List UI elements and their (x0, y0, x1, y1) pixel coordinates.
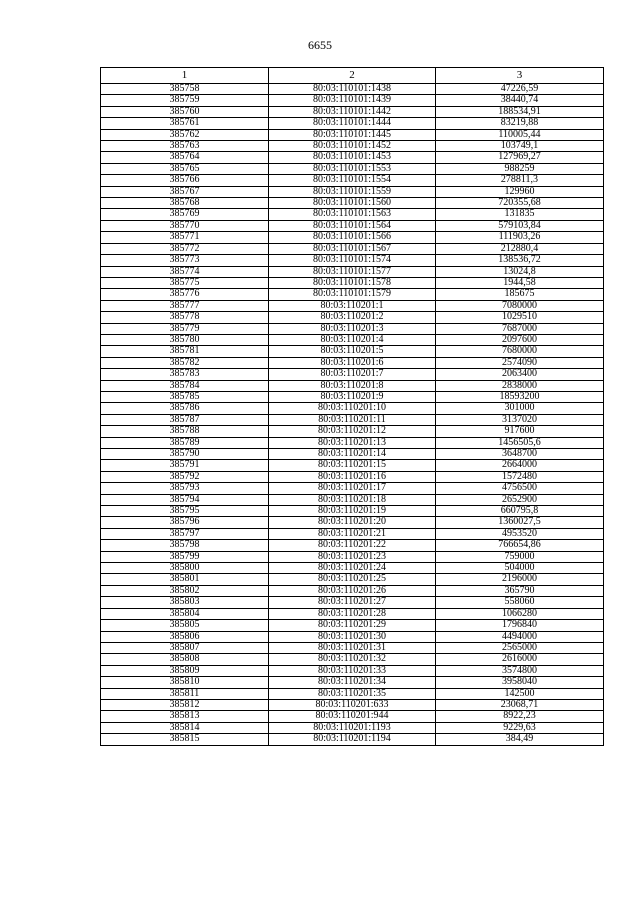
cadastral-number-cell: 80:03:110201:29 (269, 620, 436, 631)
cadastral-number-cell: 80:03:110201:13 (269, 437, 436, 448)
table-row (101, 449, 604, 460)
value-cell: 720355,68 (436, 198, 604, 209)
value-cell: 1456505,6 (436, 437, 604, 448)
table-row (101, 631, 604, 642)
data-table (100, 67, 604, 746)
row-number-cell: 385814 (101, 722, 269, 733)
value-cell: 13024,8 (436, 266, 604, 277)
cadastral-number-cell: 80:03:110201:26 (269, 585, 436, 596)
row-number-cell: 385781 (101, 346, 269, 357)
value-cell: 1572480 (436, 471, 604, 482)
value-cell: 365790 (436, 585, 604, 596)
table-header-row (101, 68, 604, 84)
value-cell: 129960 (436, 186, 604, 197)
table-row (101, 209, 604, 220)
table-row (101, 300, 604, 311)
value-cell: 38440,74 (436, 95, 604, 106)
cadastral-number-cell: 80:03:110201:31 (269, 642, 436, 653)
value-cell: 2838000 (436, 380, 604, 391)
row-number-cell: 385775 (101, 277, 269, 288)
table-row (101, 506, 604, 517)
value-cell: 759000 (436, 551, 604, 562)
table-row (101, 198, 604, 209)
table-row (101, 608, 604, 619)
value-cell: 127969,27 (436, 152, 604, 163)
value-cell: 2616000 (436, 654, 604, 665)
cadastral-number-cell: 80:03:110201:1 (269, 300, 436, 311)
row-number-cell: 385782 (101, 357, 269, 368)
column-header-2: 2 (269, 68, 436, 84)
row-number-cell: 385808 (101, 654, 269, 665)
cadastral-number-cell: 80:03:110101:1559 (269, 186, 436, 197)
row-number-cell: 385770 (101, 220, 269, 231)
table-row (101, 460, 604, 471)
cadastral-number-cell: 80:03:110101:1554 (269, 175, 436, 186)
cadastral-number-cell: 80:03:110201:21 (269, 528, 436, 539)
cadastral-number-cell: 80:03:110101:1553 (269, 163, 436, 174)
row-number-cell: 385764 (101, 152, 269, 163)
row-number-cell: 385790 (101, 449, 269, 460)
table-row (101, 585, 604, 596)
value-cell: 7687000 (436, 323, 604, 334)
cadastral-number-cell: 80:03:110201:1193 (269, 722, 436, 733)
table-row (101, 334, 604, 345)
cadastral-number-cell: 80:03:110101:1579 (269, 289, 436, 300)
page-number: 6655 (308, 38, 332, 52)
table-row (101, 483, 604, 494)
table-row (101, 677, 604, 688)
row-number-cell: 385800 (101, 563, 269, 574)
value-cell: 103749,1 (436, 141, 604, 152)
value-cell: 8922,23 (436, 711, 604, 722)
cadastral-number-cell: 80:03:110201:22 (269, 540, 436, 551)
value-cell: 558060 (436, 597, 604, 608)
table-row (101, 563, 604, 574)
cadastral-number-cell: 80:03:110201:32 (269, 654, 436, 665)
row-number-cell: 385777 (101, 300, 269, 311)
table-row (101, 118, 604, 129)
cadastral-number-cell: 80:03:110201:944 (269, 711, 436, 722)
table-row (101, 665, 604, 676)
table-row (101, 243, 604, 254)
cadastral-number-cell: 80:03:110201:3 (269, 323, 436, 334)
table-row (101, 129, 604, 140)
value-cell: 23068,71 (436, 699, 604, 710)
table-row (101, 654, 604, 665)
value-cell: 4756500 (436, 483, 604, 494)
value-cell: 766654,86 (436, 540, 604, 551)
cadastral-number-cell: 80:03:110201:30 (269, 631, 436, 642)
cadastral-number-cell: 80:03:110101:1577 (269, 266, 436, 277)
table-row (101, 597, 604, 608)
value-cell: 4494000 (436, 631, 604, 642)
cadastral-number-cell: 80:03:110101:1439 (269, 95, 436, 106)
cadastral-number-cell: 80:03:110201:9 (269, 391, 436, 402)
table-row (101, 551, 604, 562)
table-row (101, 95, 604, 106)
cadastral-number-cell: 80:03:110201:4 (269, 334, 436, 345)
row-number-cell: 385776 (101, 289, 269, 300)
value-cell: 3648700 (436, 449, 604, 460)
row-number-cell: 385780 (101, 334, 269, 345)
cadastral-number-cell: 80:03:110101:1563 (269, 209, 436, 220)
table-row (101, 186, 604, 197)
row-number-cell: 385761 (101, 118, 269, 129)
row-number-cell: 385815 (101, 734, 269, 745)
table-row (101, 232, 604, 243)
row-number-cell: 385807 (101, 642, 269, 653)
cadastral-number-cell: 80:03:110201:7 (269, 369, 436, 380)
row-number-cell: 385760 (101, 106, 269, 117)
value-cell: 3137020 (436, 414, 604, 425)
table-row (101, 255, 604, 266)
cadastral-number-cell: 80:03:110201:5 (269, 346, 436, 357)
value-cell: 1029510 (436, 312, 604, 323)
table-row (101, 175, 604, 186)
value-cell: 3958040 (436, 677, 604, 688)
cadastral-number-cell: 80:03:110201:25 (269, 574, 436, 585)
row-number-cell: 385762 (101, 129, 269, 140)
value-cell: 384,49 (436, 734, 604, 745)
row-number-cell: 385786 (101, 403, 269, 414)
row-number-cell: 385804 (101, 608, 269, 619)
value-cell: 2063400 (436, 369, 604, 380)
column-header-1: 1 (101, 68, 269, 84)
table-row (101, 369, 604, 380)
row-number-cell: 385810 (101, 677, 269, 688)
cadastral-number-cell: 80:03:110101:1574 (269, 255, 436, 266)
row-number-cell: 385792 (101, 471, 269, 482)
cadastral-number-cell: 80:03:110201:24 (269, 563, 436, 574)
row-number-cell: 385798 (101, 540, 269, 551)
value-cell: 2565000 (436, 642, 604, 653)
row-number-cell: 385766 (101, 175, 269, 186)
row-number-cell: 385805 (101, 620, 269, 631)
table-row (101, 517, 604, 528)
value-cell: 188534,91 (436, 106, 604, 117)
value-cell: 212880,4 (436, 243, 604, 254)
cadastral-number-cell: 80:03:110101:1567 (269, 243, 436, 254)
row-number-cell: 385785 (101, 391, 269, 402)
row-number-cell: 385768 (101, 198, 269, 209)
table-row (101, 734, 604, 745)
cadastral-number-cell: 80:03:110201:12 (269, 426, 436, 437)
table-row (101, 266, 604, 277)
cadastral-number-cell: 80:03:110101:1452 (269, 141, 436, 152)
value-cell: 278811,3 (436, 175, 604, 186)
cadastral-number-cell: 80:03:110201:23 (269, 551, 436, 562)
table-row (101, 494, 604, 505)
cadastral-number-cell: 80:03:110101:1560 (269, 198, 436, 209)
row-number-cell: 385789 (101, 437, 269, 448)
row-number-cell: 385812 (101, 699, 269, 710)
table-row (101, 711, 604, 722)
table-row (101, 323, 604, 334)
row-number-cell: 385784 (101, 380, 269, 391)
row-number-cell: 385778 (101, 312, 269, 323)
row-number-cell: 385788 (101, 426, 269, 437)
cadastral-number-cell: 80:03:110201:14 (269, 449, 436, 460)
table-row (101, 312, 604, 323)
cadastral-number-cell: 80:03:110201:27 (269, 597, 436, 608)
cadastral-number-cell: 80:03:110201:2 (269, 312, 436, 323)
cadastral-number-cell: 80:03:110201:15 (269, 460, 436, 471)
table-row (101, 357, 604, 368)
value-cell: 83219,88 (436, 118, 604, 129)
row-number-cell: 385803 (101, 597, 269, 608)
table-row (101, 528, 604, 539)
row-number-cell: 385799 (101, 551, 269, 562)
table-row (101, 722, 604, 733)
table-row (101, 84, 604, 95)
table-row (101, 414, 604, 425)
value-cell: 301000 (436, 403, 604, 414)
cadastral-number-cell: 80:03:110201:16 (269, 471, 436, 482)
value-cell: 110005,44 (436, 129, 604, 140)
row-number-cell: 385806 (101, 631, 269, 642)
value-cell: 579103,84 (436, 220, 604, 231)
value-cell: 1944,58 (436, 277, 604, 288)
value-cell: 4953520 (436, 528, 604, 539)
row-number-cell: 385779 (101, 323, 269, 334)
cadastral-number-cell: 80:03:110201:17 (269, 483, 436, 494)
row-number-cell: 385763 (101, 141, 269, 152)
cadastral-number-cell: 80:03:110201:20 (269, 517, 436, 528)
row-number-cell: 385772 (101, 243, 269, 254)
cadastral-number-cell: 80:03:110201:19 (269, 506, 436, 517)
value-cell: 2574090 (436, 357, 604, 368)
value-cell: 660795,8 (436, 506, 604, 517)
cadastral-number-cell: 80:03:110201:18 (269, 494, 436, 505)
value-cell: 18593200 (436, 391, 604, 402)
table-row (101, 699, 604, 710)
row-number-cell: 385769 (101, 209, 269, 220)
table-row (101, 471, 604, 482)
row-number-cell: 385771 (101, 232, 269, 243)
table-row (101, 642, 604, 653)
value-cell: 9229,63 (436, 722, 604, 733)
row-number-cell: 385809 (101, 665, 269, 676)
row-number-cell: 385801 (101, 574, 269, 585)
cadastral-number-cell: 80:03:110201:10 (269, 403, 436, 414)
table-row (101, 106, 604, 117)
value-cell: 988259 (436, 163, 604, 174)
value-cell: 7680000 (436, 346, 604, 357)
row-number-cell: 385796 (101, 517, 269, 528)
row-number-cell: 385813 (101, 711, 269, 722)
value-cell: 1360027,5 (436, 517, 604, 528)
cadastral-number-cell: 80:03:110201:28 (269, 608, 436, 619)
cadastral-number-cell: 80:03:110201:8 (269, 380, 436, 391)
value-cell: 2652900 (436, 494, 604, 505)
table-row (101, 380, 604, 391)
cadastral-number-cell: 80:03:110101:1566 (269, 232, 436, 243)
row-number-cell: 385793 (101, 483, 269, 494)
table-body (101, 84, 604, 746)
row-number-cell: 385787 (101, 414, 269, 425)
table-row (101, 163, 604, 174)
cadastral-number-cell: 80:03:110101:1578 (269, 277, 436, 288)
table-row (101, 289, 604, 300)
cadastral-number-cell: 80:03:110201:6 (269, 357, 436, 368)
table-row (101, 403, 604, 414)
cadastral-number-cell: 80:03:110201:34 (269, 677, 436, 688)
table-row (101, 540, 604, 551)
row-number-cell: 385802 (101, 585, 269, 596)
cadastral-number-cell: 80:03:110201:1194 (269, 734, 436, 745)
value-cell: 1066280 (436, 608, 604, 619)
row-number-cell: 385811 (101, 688, 269, 699)
table-row (101, 574, 604, 585)
row-number-cell: 385795 (101, 506, 269, 517)
cadastral-number-cell: 80:03:110201:633 (269, 699, 436, 710)
cadastral-number-cell: 80:03:110101:1442 (269, 106, 436, 117)
table-row (101, 152, 604, 163)
column-header-3: 3 (436, 68, 604, 84)
row-number-cell: 385783 (101, 369, 269, 380)
value-cell: 1796840 (436, 620, 604, 631)
cadastral-number-cell: 80:03:110201:11 (269, 414, 436, 425)
value-cell: 131835 (436, 209, 604, 220)
value-cell: 111903,26 (436, 232, 604, 243)
table-row (101, 426, 604, 437)
cadastral-number-cell: 80:03:110101:1453 (269, 152, 436, 163)
cadastral-number-cell: 80:03:110201:35 (269, 688, 436, 699)
table-row (101, 141, 604, 152)
value-cell: 47226,59 (436, 84, 604, 95)
row-number-cell: 385791 (101, 460, 269, 471)
row-number-cell: 385767 (101, 186, 269, 197)
cadastral-number-cell: 80:03:110201:33 (269, 665, 436, 676)
value-cell: 2664000 (436, 460, 604, 471)
row-number-cell: 385794 (101, 494, 269, 505)
value-cell: 138536,72 (436, 255, 604, 266)
table-row (101, 391, 604, 402)
value-cell: 142500 (436, 688, 604, 699)
table-row (101, 346, 604, 357)
value-cell: 917600 (436, 426, 604, 437)
table-row (101, 688, 604, 699)
row-number-cell: 385758 (101, 84, 269, 95)
cadastral-number-cell: 80:03:110101:1445 (269, 129, 436, 140)
row-number-cell: 385759 (101, 95, 269, 106)
value-cell: 3574800 (436, 665, 604, 676)
row-number-cell: 385797 (101, 528, 269, 539)
row-number-cell: 385774 (101, 266, 269, 277)
value-cell: 7080000 (436, 300, 604, 311)
row-number-cell: 385765 (101, 163, 269, 174)
value-cell: 185675 (436, 289, 604, 300)
cadastral-number-cell: 80:03:110101:1564 (269, 220, 436, 231)
table-row (101, 620, 604, 631)
table-row (101, 220, 604, 231)
cadastral-number-cell: 80:03:110101:1444 (269, 118, 436, 129)
table-row (101, 277, 604, 288)
row-number-cell: 385773 (101, 255, 269, 266)
value-cell: 2196000 (436, 574, 604, 585)
table-row (101, 437, 604, 448)
value-cell: 2097600 (436, 334, 604, 345)
value-cell: 504000 (436, 563, 604, 574)
cadastral-number-cell: 80:03:110101:1438 (269, 84, 436, 95)
